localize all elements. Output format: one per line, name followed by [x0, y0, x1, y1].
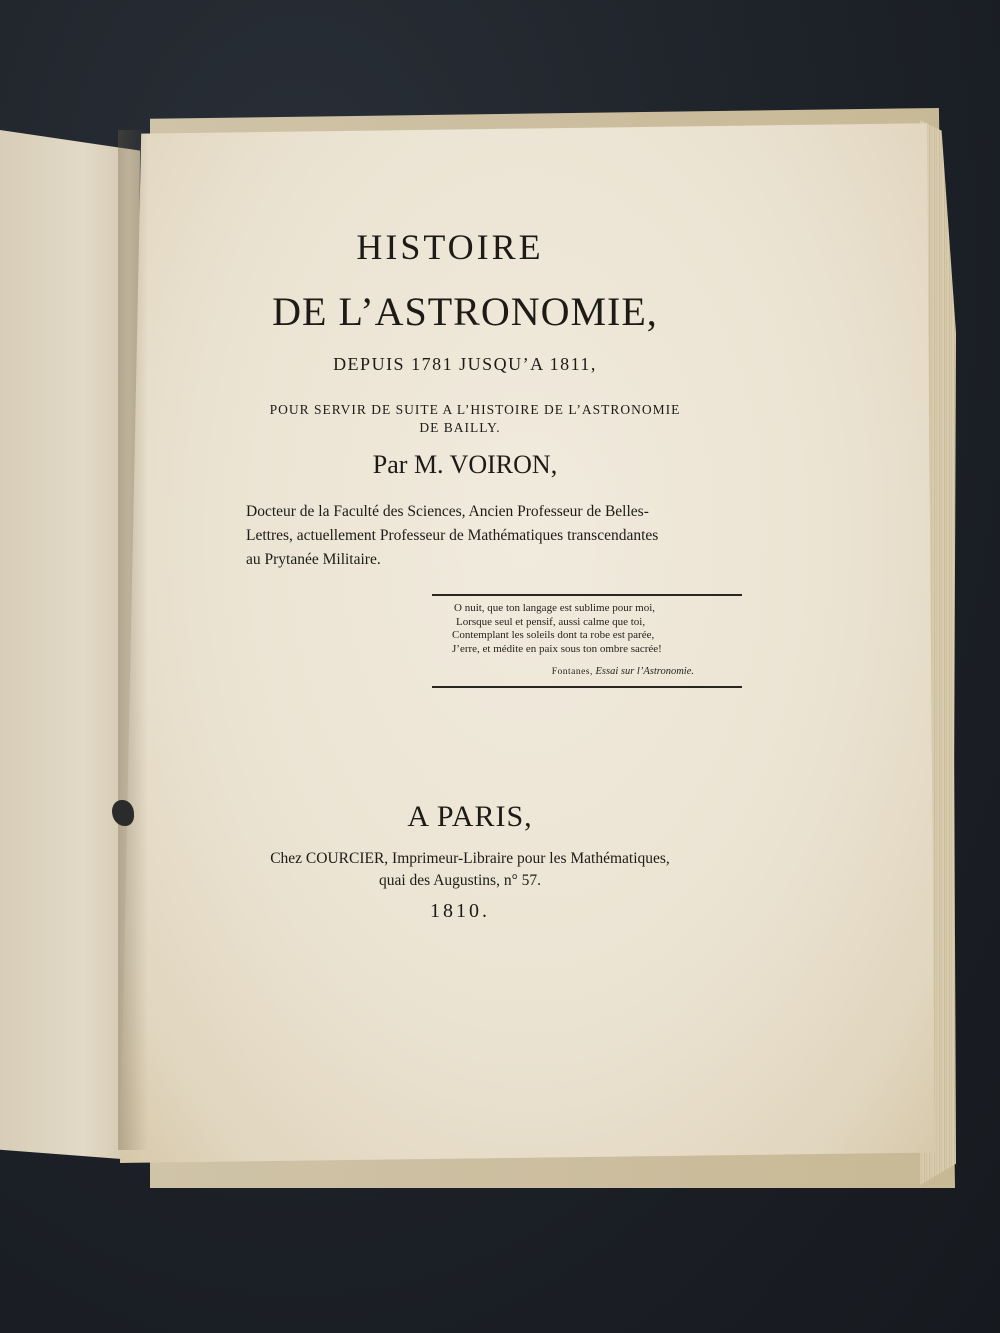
- epigraph: [450, 602, 730, 656]
- gutter-shadow: [118, 130, 148, 1150]
- credentials-line: au Prytanée Militaire.: [246, 551, 381, 568]
- place-of-publication: A PARIS,: [407, 800, 533, 833]
- purpose-line-1: POUR SERVIR DE SUITE A L’HISTOIRE DE L’ASTRONOMIE: [269, 402, 681, 417]
- publication-year: 1810.: [430, 900, 490, 922]
- title-line-1: HISTOIRE: [356, 227, 544, 267]
- epigraph-rule-top: [432, 594, 742, 596]
- credentials-line: Docteur de la Faculté des Sciences, Ancien Professeur de Belles-: [246, 503, 649, 520]
- credentials-line: Lettres, actuellement Professeur de Mathématiques transcendantes: [246, 527, 659, 544]
- paper-tear: [112, 800, 134, 826]
- attribution-work: Essai sur l’Astronomie.: [595, 666, 694, 677]
- publisher-line-1: Chez COURCIER, Imprimeur-Libraire pour les Mathématiques,: [270, 850, 670, 867]
- epigraph-line: Contemplant les soleils dont ta robe est parée,: [452, 629, 655, 641]
- subtitle: DEPUIS 1781 JUSQU’A 1811,: [333, 354, 597, 374]
- epigraph-line: O nuit, que ton langage est sublime pour moi,: [454, 602, 656, 614]
- publisher-line-2: quai des Augustins, n° 57.: [378, 872, 542, 889]
- epigraph-attribution: [440, 666, 694, 677]
- author-credentials: [246, 500, 716, 572]
- purpose-line-2: DE BAILLY.: [419, 420, 501, 435]
- author: Par M. VOIRON,: [372, 450, 558, 479]
- attribution-author: Fontanes,: [551, 667, 593, 677]
- epigraph-rule-bottom: [432, 686, 742, 688]
- title-line-2: DE L’ASTRONOMIE,: [272, 289, 658, 334]
- epigraph-line: J’erre, et médite en paix sous ton ombre sacrée!: [452, 642, 662, 655]
- epigraph-line: Lorsque seul et pensif, aussi calme que toi,: [456, 615, 646, 628]
